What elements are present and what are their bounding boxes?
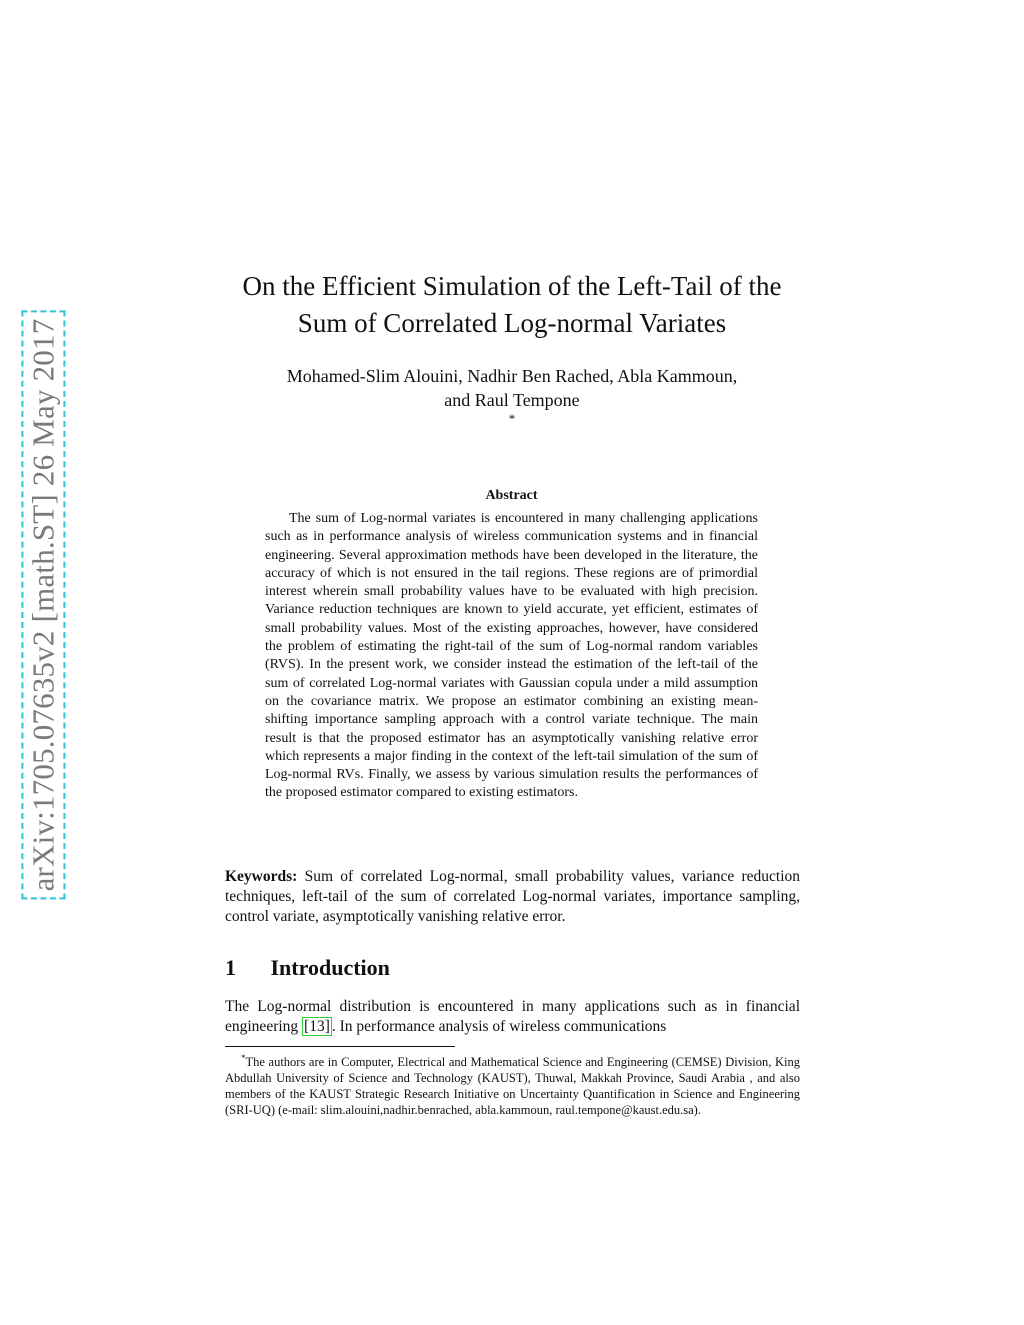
abstract-body: The sum of Log-normal variates is encountered in many challenging applications such as in performance analysis of wireless communication systems and in financial engineering. Several approximation methods have been developed in the literature, the accuracy of which is not ensured in the tail regions. These regions are of primordial interest wherein small probability values have to be evaluated with high precision. Variance reduction techniques are known to yield accurate, yet efficient, estimates of small probability values. Most of the existing approaches, however, have considered the problem of estimating the right-tail of the sum of Log-normal random variables (RVS). In the present work, we consider instead the estimation of the left-tail of the sum of correlated Log-normal variates with Gaussian copula under a mild assumption on the covariance matrix. We propose an estimator combining an existing mean-shifting importance sampling approach with a control variate technique. The main result is that the proposed estimator has an asymptotically vanishing relative error which represents a major finding in the context of the left-tail simulation of the sum of Log-normal RVs. Finally, we assess by various simulation results the performances of the proposed estimator compared to existing estimators. <box>265 511 758 801</box>
paper-title-line-2: Sum of Correlated Log-normal Variates <box>297 308 727 338</box>
footnote-divider <box>225 1046 455 1047</box>
author-list-line-1: Mohamed-Slim Alouini, Nadhir Ben Rached, Abla Kammoun, <box>286 366 738 386</box>
section-title: Introduction <box>270 955 390 980</box>
arxiv-identifier-stamp <box>22 290 64 920</box>
footnote-mark: * <box>241 1053 246 1063</box>
intro-text-after-citation: . In performance analysis of wireless communications <box>331 1018 667 1035</box>
citation-link[interactable]: [13] <box>304 1018 330 1035</box>
author-list <box>200 364 824 426</box>
intro-text-before-citation: The Log-normal distribution is encountered in many applications such as in financial engineering <box>225 998 800 1035</box>
keywords-label: Keywords: <box>225 868 298 885</box>
author-list-line-2: and Raul Tempone <box>444 390 580 410</box>
paper-title <box>200 268 824 342</box>
paper-title-line-1: On the Efficient Simulation of the Left-Tail of the <box>242 271 782 301</box>
author-footnote-mark: * <box>508 411 516 426</box>
keywords-text: Sum of correlated Log-normal, small probability values, variance reduction techniques, left-tail of the sum of correlated Log-normal variates, importance sampling, control variate, asymptotically vanishing relative error. <box>225 868 800 925</box>
arxiv-identifier-text: arXiv:1705.07635v2 [math.ST] 26 May 2017 <box>21 311 65 900</box>
section-heading-introduction <box>225 955 800 981</box>
footnote-text: The authors are in Computer, Electrical and Mathematical Science and Engineering (CEMSE) Division, King Abdullah University of Science and Technology (KAUST), Thuwal, Makkah Province, Saudi Arabia , and also members of the KAUST Strategic Research Initiative on Uncertainty Quantification in Science and Engineering (SRI-UQ) (e-mail: slim.alouini,nadhir.benrached, abla.kammoun, raul.tempone@kaust.edu.sa). <box>225 1055 800 1118</box>
author-affiliation-footnote <box>225 1050 800 1118</box>
section-number: 1 <box>225 955 236 980</box>
keywords-paragraph <box>225 867 800 927</box>
abstract-heading: Abstract <box>485 488 538 503</box>
introduction-paragraph <box>225 997 800 1037</box>
